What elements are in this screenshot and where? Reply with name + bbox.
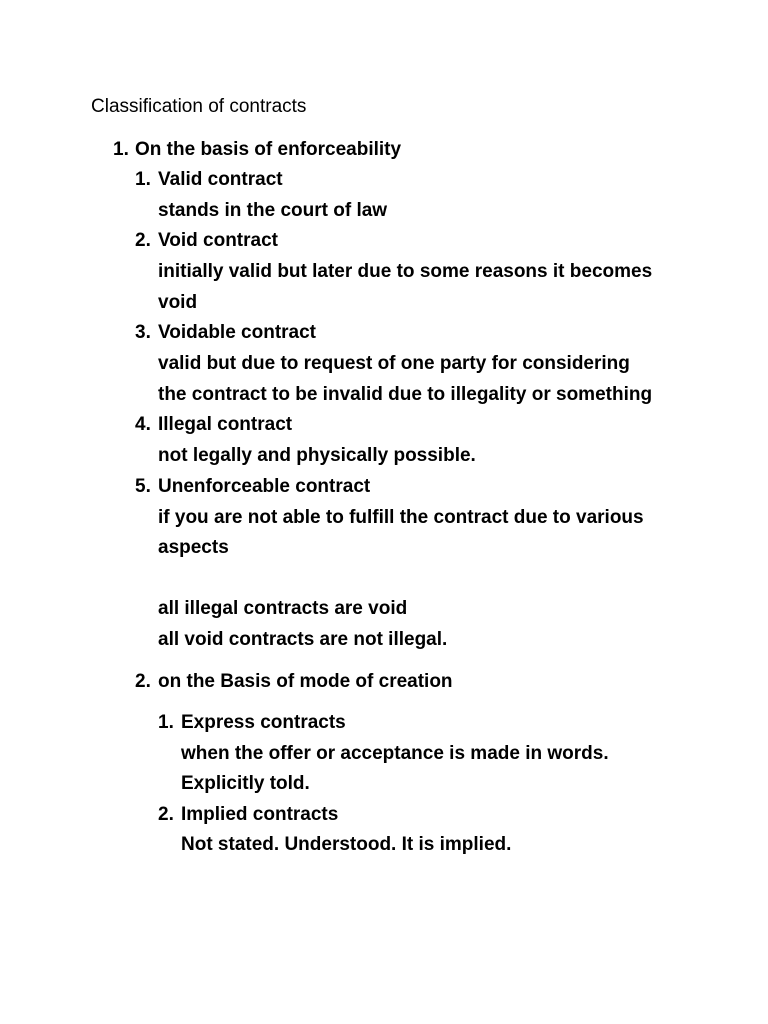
item-2-2-description: Not stated. Understood. It is implied.: [181, 834, 512, 855]
item-1-3-description-line-2: the contract to be invalid due to illegality or something: [158, 384, 653, 405]
item-2-1-description-line-1: when the offer or acceptance is made in words.: [181, 743, 609, 764]
item-1-2-number: 2.: [135, 230, 151, 251]
item-1-3-label: Voidable contract: [158, 322, 317, 343]
document-title: Classification of contracts: [91, 96, 307, 117]
item-1-2-description-line-2: void: [158, 292, 198, 313]
section-1-heading: On the basis of enforceability: [135, 139, 402, 160]
item-2-2-number: 2.: [158, 804, 174, 825]
item-2-1-number: 1.: [158, 712, 174, 733]
section-1-number: 1.: [113, 139, 129, 160]
section-2-number: 2.: [135, 671, 151, 692]
item-1-4-label: Illegal contract: [158, 414, 293, 435]
item-1-5-description-line-2: aspects: [158, 537, 229, 558]
section-2-heading: on the Basis of mode of creation: [158, 671, 453, 692]
item-1-1-description: stands in the court of law: [158, 200, 388, 221]
item-1-5-number: 5.: [135, 476, 151, 497]
item-1-1-number: 1.: [135, 169, 151, 190]
item-1-4-description: not legally and physically possible.: [158, 445, 476, 466]
section-1-note-2: all void contracts are not illegal.: [158, 629, 448, 650]
item-1-4-number: 4.: [135, 414, 151, 435]
item-2-1-description-line-2: Explicitly told.: [181, 773, 310, 794]
item-1-2-description-line-1: initially valid but later due to some reasons it becomes: [158, 261, 653, 282]
item-1-3-description-line-1: valid but due to request of one party for considering: [158, 353, 630, 374]
item-1-5-description-line-1: if you are not able to fulfill the contract due to various: [158, 507, 644, 528]
section-1-note-1: all illegal contracts are void: [158, 598, 408, 619]
item-2-2-label: Implied contracts: [181, 804, 339, 825]
item-2-1-label: Express contracts: [181, 712, 346, 733]
item-1-3-number: 3.: [135, 322, 151, 343]
item-1-5-label: Unenforceable contract: [158, 476, 371, 497]
item-1-2-label: Void contract: [158, 230, 278, 251]
item-1-1-label: Valid contract: [158, 169, 283, 190]
